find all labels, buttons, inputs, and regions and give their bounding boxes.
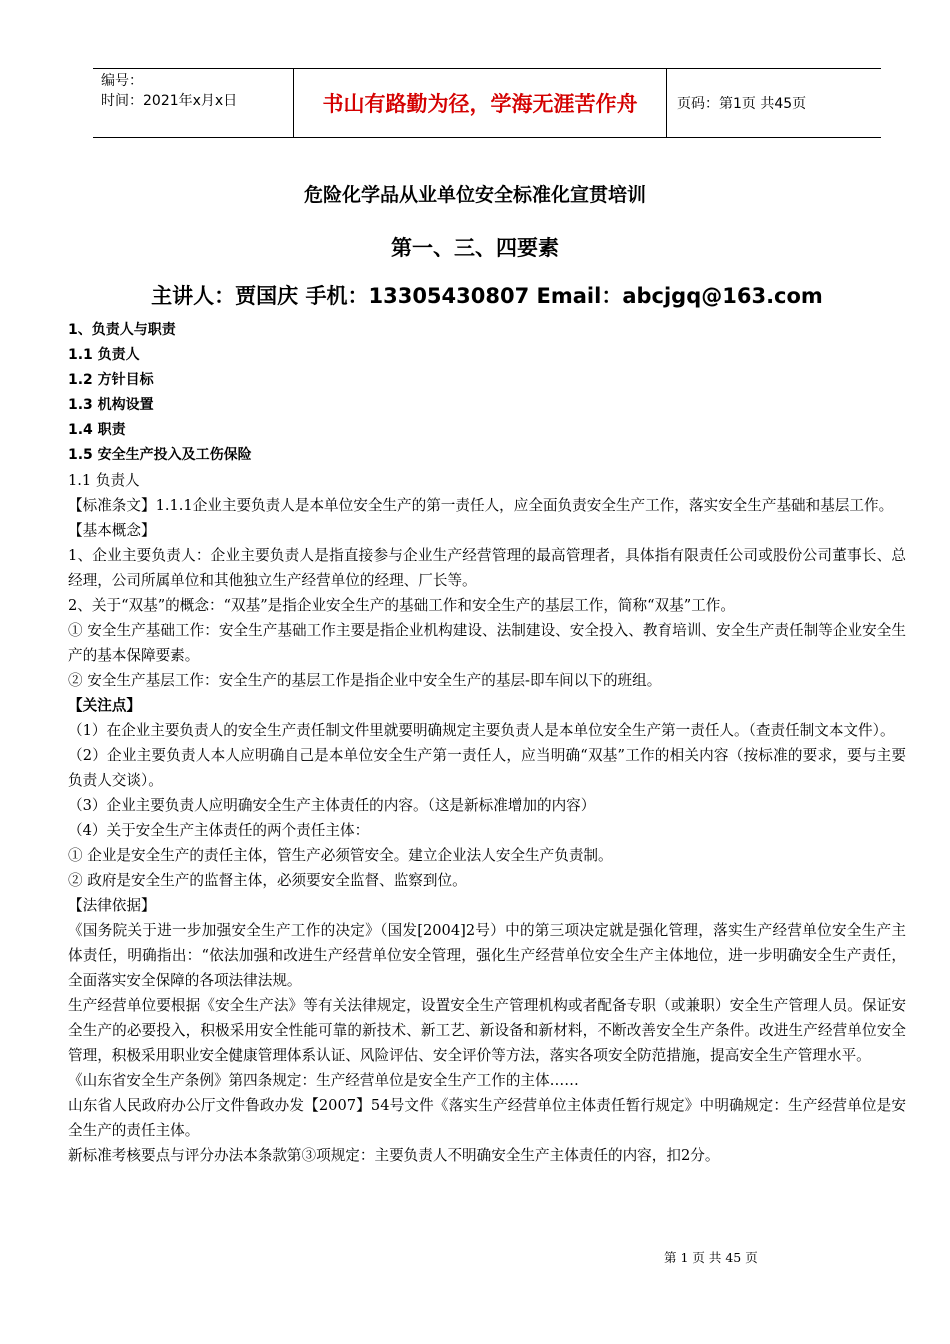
document-body xyxy=(68,318,906,1168)
body-paragraph: 《山东省安全生产条例》第四条规定：生产经营单位是安全生产工作的主体…… xyxy=(68,1072,579,1089)
speaker-line: 主讲人：贾国庆 手机：13305430807 Email：abcjgq@163.com xyxy=(151,284,823,308)
body-paragraph: 生产经营单位要根据《安全生产法》等有关法律规定，设置安全生产管理机构或者配备专职（或兼职）安全生产管理人员。保证安全生产的必要投入，积极采用安全性能可靠的新技术、新工艺、新设备和新材料，不断改善安全生产条件。改进生产经营单位安全管理，积极采用职业安全健康管理体系认证、风险评估、安全评价等方法，落实各项安全防范措施，提高安全生产管理水平。 xyxy=(68,997,906,1064)
body-paragraph: （4）关于安全生产主体责任的两个责任主体： xyxy=(68,822,370,839)
page-footer: 第 1 页 共 45 页 xyxy=(664,1250,758,1265)
outline-item: 1.3 机构设置 xyxy=(68,397,154,413)
header-motto: 书山有路勤为径，学海无涯苦作舟 xyxy=(293,69,667,137)
number-label: 编号： xyxy=(101,73,143,89)
body-paragraph: ① 企业是安全生产的责任主体，管生产必须管安全。建立企业法人安全生产负责制。 xyxy=(68,847,613,864)
body-paragraph: 【法律依据】 xyxy=(68,897,156,914)
outline-item: 1.2 方针目标 xyxy=(68,372,154,388)
body-paragraph: ① 安全生产基础工作：安全生产基础工作主要是指企业机构建设、法制建设、安全投入、教育培训、安全生产责任制等企业安全生产的基本保障要素。 xyxy=(68,622,906,664)
time-label: 时间：2021年x月x日 xyxy=(101,93,238,109)
body-paragraph: 山东省人民政府办公厅文件鲁政办发【2007】54号文件《落实生产经营单位主体责任暂行规定》中明确规定：生产经营单位是安全生产的责任主体。 xyxy=(68,1097,906,1139)
body-paragraph: 2、关于“双基”的概念：“双基”是指企业安全生产的基础工作和安全生产的基层工作，简称“双基”工作。 xyxy=(68,597,735,614)
outline-item: 1.5 安全生产投入及工伤保险 xyxy=(68,447,252,463)
body-paragraph: 【标准条文】1.1.1企业主要负责人是本单位安全生产的第一责任人，应全面负责安全生产工作，落实安全生产基础和基层工作。 xyxy=(68,497,894,514)
document-title: 危险化学品从业单位安全标准化宣贯培训 xyxy=(303,184,646,206)
body-paragraph: 1、企业主要负责人：企业主要负责人是指直接参与企业生产经营管理的最高管理者，具体指有限责任公司或股份公司董事长、总经理，公司所属单位和其他独立生产经营单位的经理、厂长等。 xyxy=(68,547,906,589)
outline-item: 1、负责人与职责 xyxy=(68,322,176,338)
document-subtitle: 第一、三、四要素 xyxy=(391,236,559,260)
body-paragraph: 1.1 负责人 xyxy=(68,472,140,489)
body-paragraph: （2）企业主要负责人本人应明确自己是本单位安全生产第一责任人，应当明确“双基”工作的相关内容（按标准的要求，要与主要负责人交谈）。 xyxy=(68,747,906,789)
header-meta xyxy=(93,69,293,137)
header-page-info: 页码：第1页 共45页 xyxy=(677,96,807,112)
body-paragraph: 【关注点】 xyxy=(68,697,141,714)
body-paragraph: 新标准考核要点与评分办法本条款第③项规定：主要负责人不明确安全生产主体责任的内容，扣2分。 xyxy=(68,1147,720,1164)
page-header xyxy=(93,68,881,138)
paragraph-list xyxy=(68,468,906,1168)
body-paragraph: （1）在企业主要负责人的安全生产责任制文件里就要明确规定主要负责人是本单位安全生产第一责任人。（查责任制文本文件）。 xyxy=(68,722,895,739)
body-paragraph: 【基本概念】 xyxy=(68,522,156,539)
body-paragraph: （3）企业主要负责人应明确安全生产主体责任的内容。（这是新标准增加的内容） xyxy=(68,797,596,814)
body-paragraph: 《国务院关于进一步加强安全生产工作的决定》（国发[2004]2号）中的第三项决定就是强化管理，落实生产经营单位安全生产主体责任，明确指出：“依法加强和改进生产经营单位安全管理，强化生产经营单位安全生产主体地位，进一步明确安全生产责任，全面落实安全保障的各项法律法规。 xyxy=(68,922,906,989)
body-paragraph: ② 安全生产基层工作：安全生产的基层工作是指企业中安全生产的基层-即车间以下的班组。 xyxy=(68,672,662,689)
outline-item: 1.1 负责人 xyxy=(68,347,140,363)
outline-item: 1.4 职责 xyxy=(68,422,126,438)
body-paragraph: ② 政府是安全生产的监督主体，必须要安全监督、监察到位。 xyxy=(68,872,467,889)
